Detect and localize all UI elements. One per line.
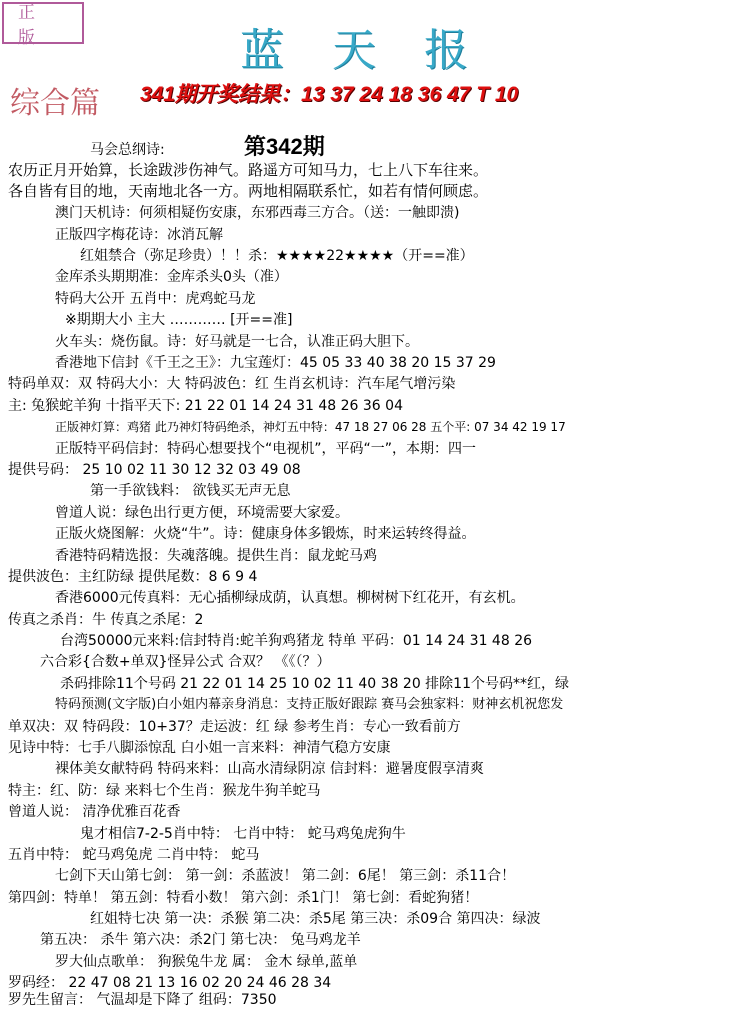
text-line: 香港地下信封《千王之王》：九宝莲灯：45 05 33 40 38 20 15 37 29 <box>55 355 496 371</box>
text-line: 马会总纲诗: <box>90 142 165 158</box>
text-line: 香港6000元传真料：无心插柳绿成荫，认真想。柳树树下红花开，有玄机。 <box>55 590 525 606</box>
text-line: 红姐特七决 第一决：杀猴 第二决：杀5尾 第三决：杀09合 第四决：绿波 <box>90 911 541 927</box>
text-line: 六合彩{合数+单双}怪异公式 合双？ 《《（？） <box>40 654 331 670</box>
text-line: 正版神灯算：鸡猪 此乃神灯特码绝杀，神灯五中特：47 18 27 06 28 五个平: 07 34 42 19 17 <box>55 420 566 434</box>
text-line: 裸体美女献特码 特码来料：山高水清绿阴凉 信封料：避暑度假享清爽 <box>55 761 484 777</box>
text-line: 红姐禁合（弥足珍贵）！！杀：★★★★22★★★★（开==准） <box>80 248 474 264</box>
text-line: 台湾50000元来料:信封特肖:蛇羊狗鸡猪龙 特单 平码：01 14 24 31 48 26 <box>60 633 533 649</box>
genuine-stamp: 正 版 <box>2 2 84 44</box>
text-line: 特码大公开 五肖中：虎鸡蛇马龙 <box>55 291 256 307</box>
text-line: 澳门天机诗：何须相疑伤安康，东邪西毒三方合。（送：一触即溃) <box>55 205 460 221</box>
text-line: 正版特平码信封：特码心想要找个“电视机”，平码“一”，本期：四一 <box>55 441 477 457</box>
text-line: 正版火烧图解：火烧“牛”。诗：健康身体多锻炼，时来运转终得益。 <box>55 526 476 542</box>
text-line: 农历正月开始算，长途跋涉伤神气。路遥方可知马力，七上八下车往来。 <box>8 161 489 179</box>
text-line: 特码预测(文字版)白小姐内幕亲身消息：支持正版好跟踪 赛马会独家料：财神玄机祝您发 <box>55 697 564 712</box>
text-line: 第四剑：特单！ 第五剑：特看小数！ 第六剑：杀1门！ 第七剑：看蛇狗猪！ <box>8 890 479 906</box>
text-line: 主: 兔猴蛇羊狗 十指平天下: 21 22 01 14 24 31 48 26 36 04 <box>8 398 403 414</box>
text-line: 特码单双：双 特码大小：大 特码波色：红 生肖玄机诗：汽车尾气增污染 <box>8 376 456 392</box>
text-line: 第五决： 杀牛 第六决：杀2门 第七决： 兔马鸡龙羊 <box>40 932 361 948</box>
text-line: 金库杀头期期准：金库杀头0头（准） <box>55 269 288 285</box>
draw-result-banner: 341期开奖结果：13 37 24 18 36 47 T 10 <box>140 83 519 106</box>
text-line: 七剑下天山第七剑： 第一剑：杀蓝波！ 第二剑：6尾！ 第三剑：杀11合！ <box>55 868 516 884</box>
text-line: 罗码经： 22 47 08 21 13 16 02 20 24 46 28 34 <box>8 975 332 991</box>
text-line: 特主：红、防：绿 来料七个生肖：猴龙牛狗羊蛇马 <box>8 783 321 799</box>
text-line: 曾道人说： 清净优雅百花香 <box>8 804 181 820</box>
text-line: 罗先生留言： 气温却是下降了 组码：7350 <box>8 992 277 1008</box>
text-line: 鬼才相信7-2-5肖中特： 七肖中特： 蛇马鸡兔虎狗牛 <box>80 826 406 842</box>
text-line: 第一手欲钱料： 欲钱买无声无息 <box>90 483 291 499</box>
text-line: ※期期大小 主大 ………… [开==准] <box>65 312 293 328</box>
text-line: 香港特码精选报：失魂落魄。提供生肖：鼠龙蛇马鸡 <box>55 548 377 564</box>
text-line: 火车头：烧伤鼠。诗：好马就是一七合，认准正码大胆下。 <box>55 334 419 350</box>
text-line: 传真之杀肖：牛 传真之杀尾：2 <box>8 612 204 628</box>
newspaper-masthead: 蓝天报 <box>240 25 516 76</box>
text-line: 提供号码： 25 10 02 11 30 12 32 03 49 08 <box>8 462 301 478</box>
text-line: 五肖中特： 蛇马鸡兔虎 二肖中特： 蛇马 <box>8 847 260 863</box>
text-line: 杀码排除11个号码 21 22 01 14 25 10 02 11 40 38 20 排除11个号码**红，绿 <box>60 676 569 692</box>
text-line: 正版四字梅花诗：冰消瓦解 <box>55 227 223 243</box>
text-line: 各自皆有目的地，天南地北各一方。两地相隔联系忙，如若有情何顾虑。 <box>8 182 489 200</box>
issue-number: 第342期 <box>244 134 325 159</box>
text-line: 见诗中特：七手八脚添惊乱 白小姐一言来料：神清气稳方安康 <box>8 740 391 756</box>
text-line: 单双决：双 特码段：10+37？走运波：红 绿 参考生肖：专心一致看前方 <box>8 719 461 735</box>
section-title: 综合篇 <box>10 86 100 121</box>
text-line: 罗大仙点歌单： 狗猴兔牛龙 属： 金木 绿单,蓝单 <box>55 954 358 970</box>
text-line: 提供波色：主红防绿 提供尾数：8 6 9 4 <box>8 569 258 585</box>
text-line: 曾道人说：绿色出行更方便，环境需要大家爱。 <box>55 505 349 521</box>
